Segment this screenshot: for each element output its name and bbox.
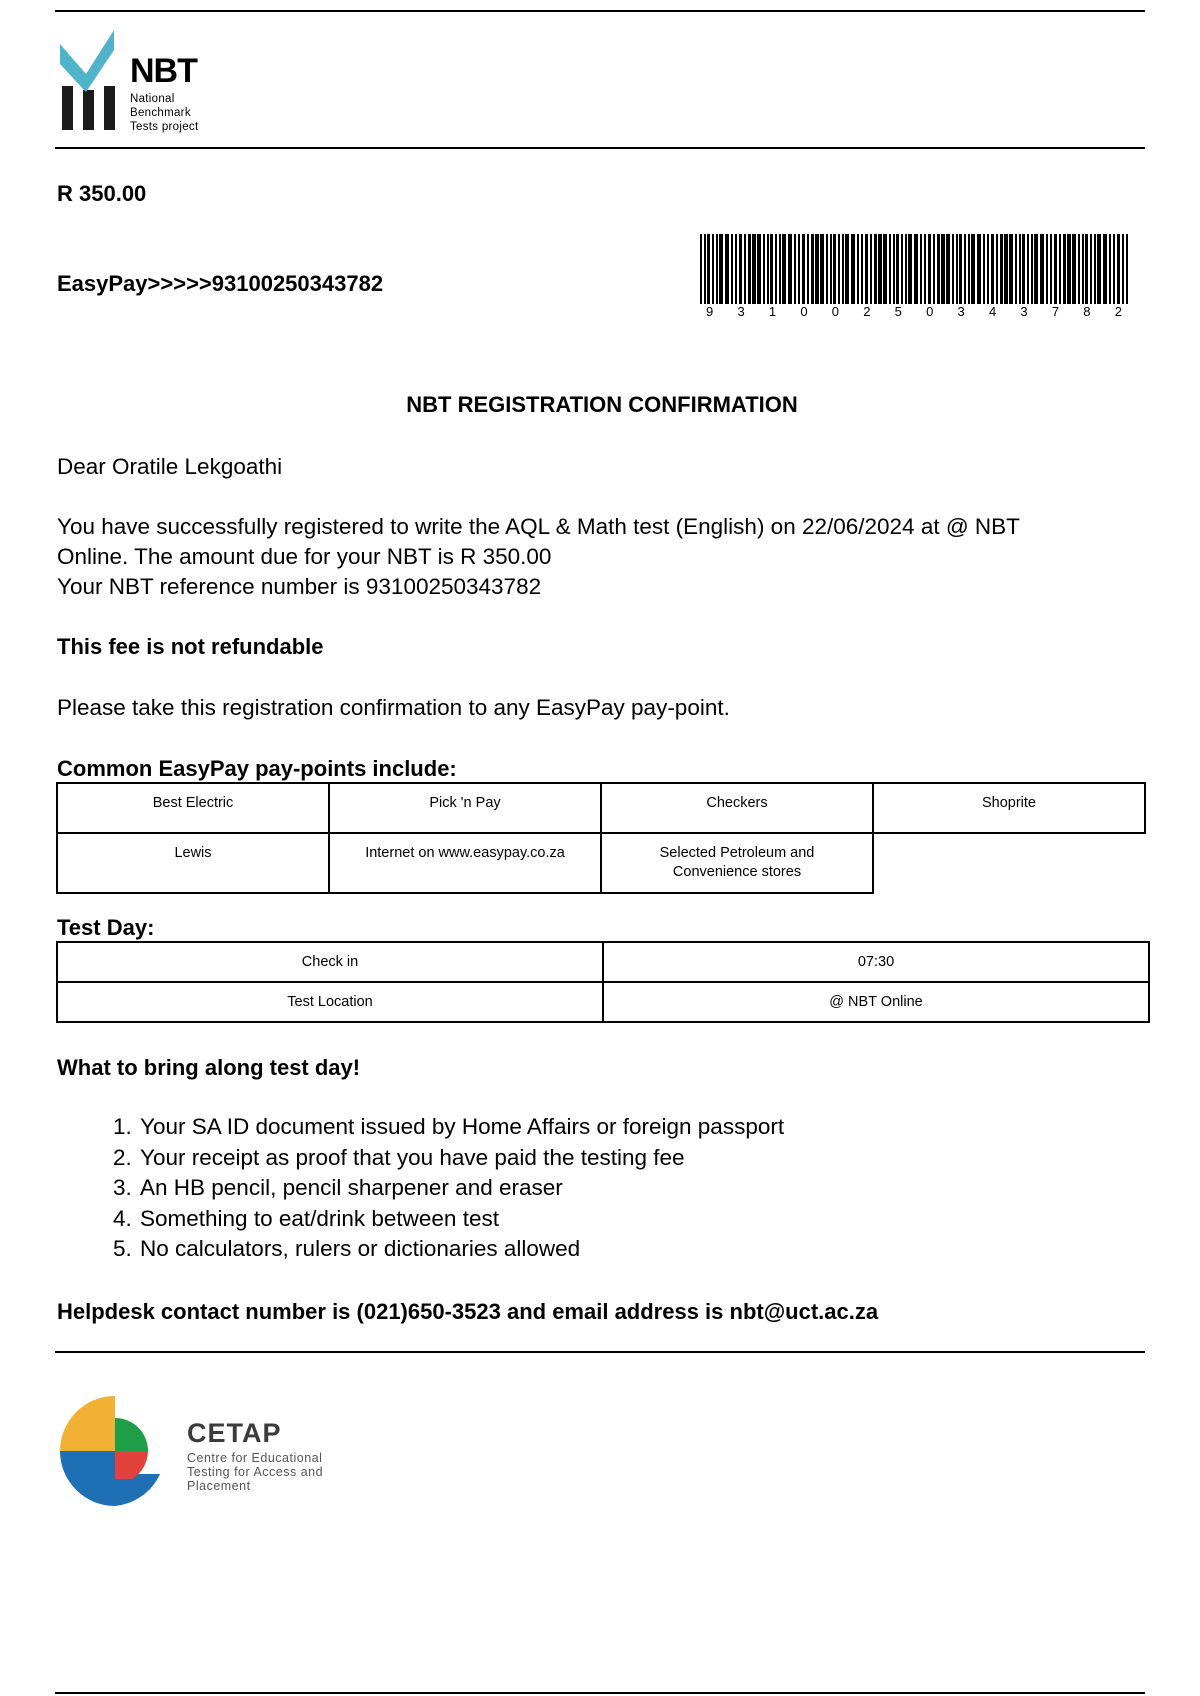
bring-item: 5. No calculators, rulers or dictionaries allowed [138,1234,784,1265]
instruction: Please take this registration confirmation to any EasyPay pay-point. [57,695,730,720]
barcode-bar [704,234,706,304]
bring-list [57,1112,784,1265]
barcode-bar [1067,234,1071,304]
paypoints-table [56,782,1146,894]
barcode-digit: 0 [926,304,934,319]
table-row [57,982,1149,1022]
barcode-bar [883,234,887,304]
barcode-bar [924,234,926,304]
barcode-bar [794,234,796,304]
barcode-bar [712,234,714,304]
barcode-digit: 3 [957,304,965,319]
barcode-bar [1103,234,1107,304]
barcode-bar [865,234,868,304]
barcode-digit: 0 [800,304,808,319]
barcode-bar [991,234,994,304]
barcode-bar [977,234,981,304]
barcode-bar [1004,234,1008,304]
top-rule [55,10,1145,12]
footer-rule [55,1351,1145,1353]
barcode-bar [788,234,792,304]
barcode-bar [842,234,844,304]
paypoint-cell: Checkers [601,783,873,833]
test-day-table [56,941,1150,1023]
barcode-bar [968,234,970,304]
amount-due: R 350.00 [57,181,147,206]
barcode-digit: 8 [1083,304,1091,319]
bring-item: 4. Something to eat/drink between test [138,1204,784,1235]
barcode-bar [700,234,702,304]
table-row [57,783,1145,833]
barcode-bar [914,234,918,304]
barcode-bar [1072,234,1076,304]
barcode-bar [928,234,931,304]
barcode-digits [700,304,1128,319]
barcode-bar [889,234,891,304]
refund-notice: This fee is not refundable [57,634,324,659]
table-row [57,833,1145,893]
barcode-bar [739,234,742,304]
barcode-bar [1059,234,1061,304]
barcode-bar [802,234,805,304]
barcode-digit: 1 [768,304,777,319]
barcode-bar [707,234,710,304]
cetap-logo-line3: Placement [187,1479,251,1493]
barcode-bar [874,234,877,304]
nbt-logo-line2: Benchmark [130,107,191,119]
barcode-bar [952,234,954,304]
paypoint-cell: Shoprite [873,783,1145,833]
helpdesk-line: Helpdesk contact number is (021)650-3523 and email address is nbt@uct.ac.za [57,1299,879,1324]
barcode-bar [744,234,746,304]
barcode-bar [1094,234,1096,304]
barcode-bar [937,234,940,304]
barcode-bar [893,234,895,304]
bring-item: 3. An HB pencil, pencil sharpener and eraser [138,1173,784,1204]
barcode-bar [752,234,756,304]
barcode-bar [779,234,781,304]
paypoint-cell: Pick 'n Pay [329,783,601,833]
bring-item: 1. Your SA ID document issued by Home Affairs or foreign passport [138,1112,784,1143]
barcode-bar [845,234,849,304]
barcode-bar [964,234,966,304]
barcode-bar [996,234,998,304]
barcode-bar [896,234,899,304]
barcode-bar [920,234,922,304]
barcode-bar [851,234,855,304]
paypoint-cell [601,833,873,893]
nbt-logo-word: NBT [130,52,197,90]
barcode-bar [838,234,840,304]
barcode-bar [1078,234,1080,304]
barcode-bar [833,234,836,304]
barcode-bar [798,234,800,304]
nbt-logo-line3: Tests project [130,121,199,133]
barcode-bar [1126,234,1128,304]
reference-line: Your NBT reference number is 93100250343782 [57,574,542,599]
barcode-bar [731,234,733,304]
barcode-digit: 0 [831,304,839,319]
paypoint-cell: Lewis [57,833,329,893]
barcode-bar [983,234,985,304]
barcode-bar [1082,234,1084,304]
barcode-bar [933,234,935,304]
barcode-bar [1122,234,1124,304]
barcode-bar [815,234,819,304]
barcode-bar [757,234,761,304]
cetap-logo-line1: Centre for Educational [187,1451,323,1465]
nbt-logo-mark-icon [60,28,124,136]
barcode-bar [748,234,751,304]
barcode-bar [956,234,958,304]
barcode-bar [807,234,809,304]
registration-line-1: You have successfully registered to write the AQL & Math test (English) on 22/06/2024 at @ NBT [57,514,1020,539]
barcode-bar [811,234,814,304]
barcode-bar [1109,234,1111,304]
paypoints-heading: Common EasyPay pay-points include: [57,756,457,781]
barcode-bar [1050,234,1052,304]
easypay-reference: EasyPay>>>>>93100250343782 [57,271,384,296]
barcode-bar [971,234,975,304]
cetap-logo-line2: Testing for Access and [187,1465,324,1479]
location-label: Test Location [57,982,603,1022]
barcode-bar [820,234,824,304]
barcode-bars [700,234,1128,304]
barcode-digit: 5 [894,304,902,319]
location-value: @ NBT Online [603,982,1149,1022]
barcode-bar [1046,234,1048,304]
barcode-bar [770,234,773,304]
barcode-bar [716,234,718,304]
barcode-bar [905,234,907,304]
header-rule [55,147,1145,149]
barcode-digit: 2 [863,304,871,319]
barcode-bar [1054,234,1057,304]
barcode-bar [1015,234,1017,304]
barcode-bar [782,234,786,304]
paypoint-cell: Best Electric [57,783,329,833]
barcode-bar [861,234,863,304]
barcode-bar [941,234,945,304]
test-day-heading: Test Day: [57,915,155,940]
barcode-bar [1090,234,1092,304]
barcode-bar [1009,234,1013,304]
nbt-logo [60,28,220,138]
paypoint-cell-line: Convenience stores [672,864,802,880]
bottom-rule [55,1692,1145,1694]
barcode-bar [908,234,912,304]
empty-cell [873,833,1145,893]
barcode-bar [767,234,769,304]
barcode-bar [1027,234,1029,304]
paypoint-cell-line: Selected Petroleum and [659,845,815,861]
barcode-bar [1000,234,1003,304]
barcode-bar [1034,234,1038,304]
barcode-bar [735,234,737,304]
barcode-bar [1097,234,1101,304]
barcode-bar [901,234,903,304]
barcode-bar [857,234,859,304]
barcode-bar [959,234,962,304]
barcode-bar [1019,234,1021,304]
document-title: NBT REGISTRATION CONFIRMATION [406,392,798,417]
barcode-digit: 3 [737,304,745,319]
barcode-bar [946,234,950,304]
barcode-bar [719,234,723,304]
barcode-bar [826,234,828,304]
greeting: Dear Oratile Lekgoathi [57,454,283,479]
cetap-logo-word: CETAP [187,1418,282,1448]
barcode-bar [1063,234,1066,304]
barcode-bar [878,234,882,304]
barcode-bar [830,234,832,304]
barcode-bar [763,234,765,304]
paypoint-cell: Internet on www.easypay.co.za [329,833,601,893]
barcode-bar [725,234,729,304]
checkin-value: 07:30 [603,942,1149,982]
barcode [700,234,1128,319]
table-row [57,942,1149,982]
barcode-bar [1040,234,1044,304]
barcode-bar [775,234,777,304]
barcode-digit: 2 [1114,304,1122,319]
barcode-bar [987,234,989,304]
barcode-bar [1113,234,1115,304]
barcode-digit: 4 [988,304,997,319]
barcode-bar [1022,234,1025,304]
bring-heading: What to bring along test day! [57,1055,361,1080]
barcode-bar [1085,234,1088,304]
barcode-digit: 7 [1051,304,1060,319]
checkin-label: Check in [57,942,603,982]
bring-item: 2. Your receipt as proof that you have paid the testing fee [138,1143,784,1174]
barcode-bar [1031,234,1033,304]
nbt-logo-line1: National [130,93,175,105]
registration-line-2: Online. The amount due for your NBT is R 350.00 [57,544,552,569]
barcode-digit: 9 [706,304,714,319]
barcode-bar [1117,234,1120,304]
barcode-digit: 3 [1020,304,1028,319]
barcode-bar [870,234,872,304]
cetap-logo-icon [60,1396,170,1506]
